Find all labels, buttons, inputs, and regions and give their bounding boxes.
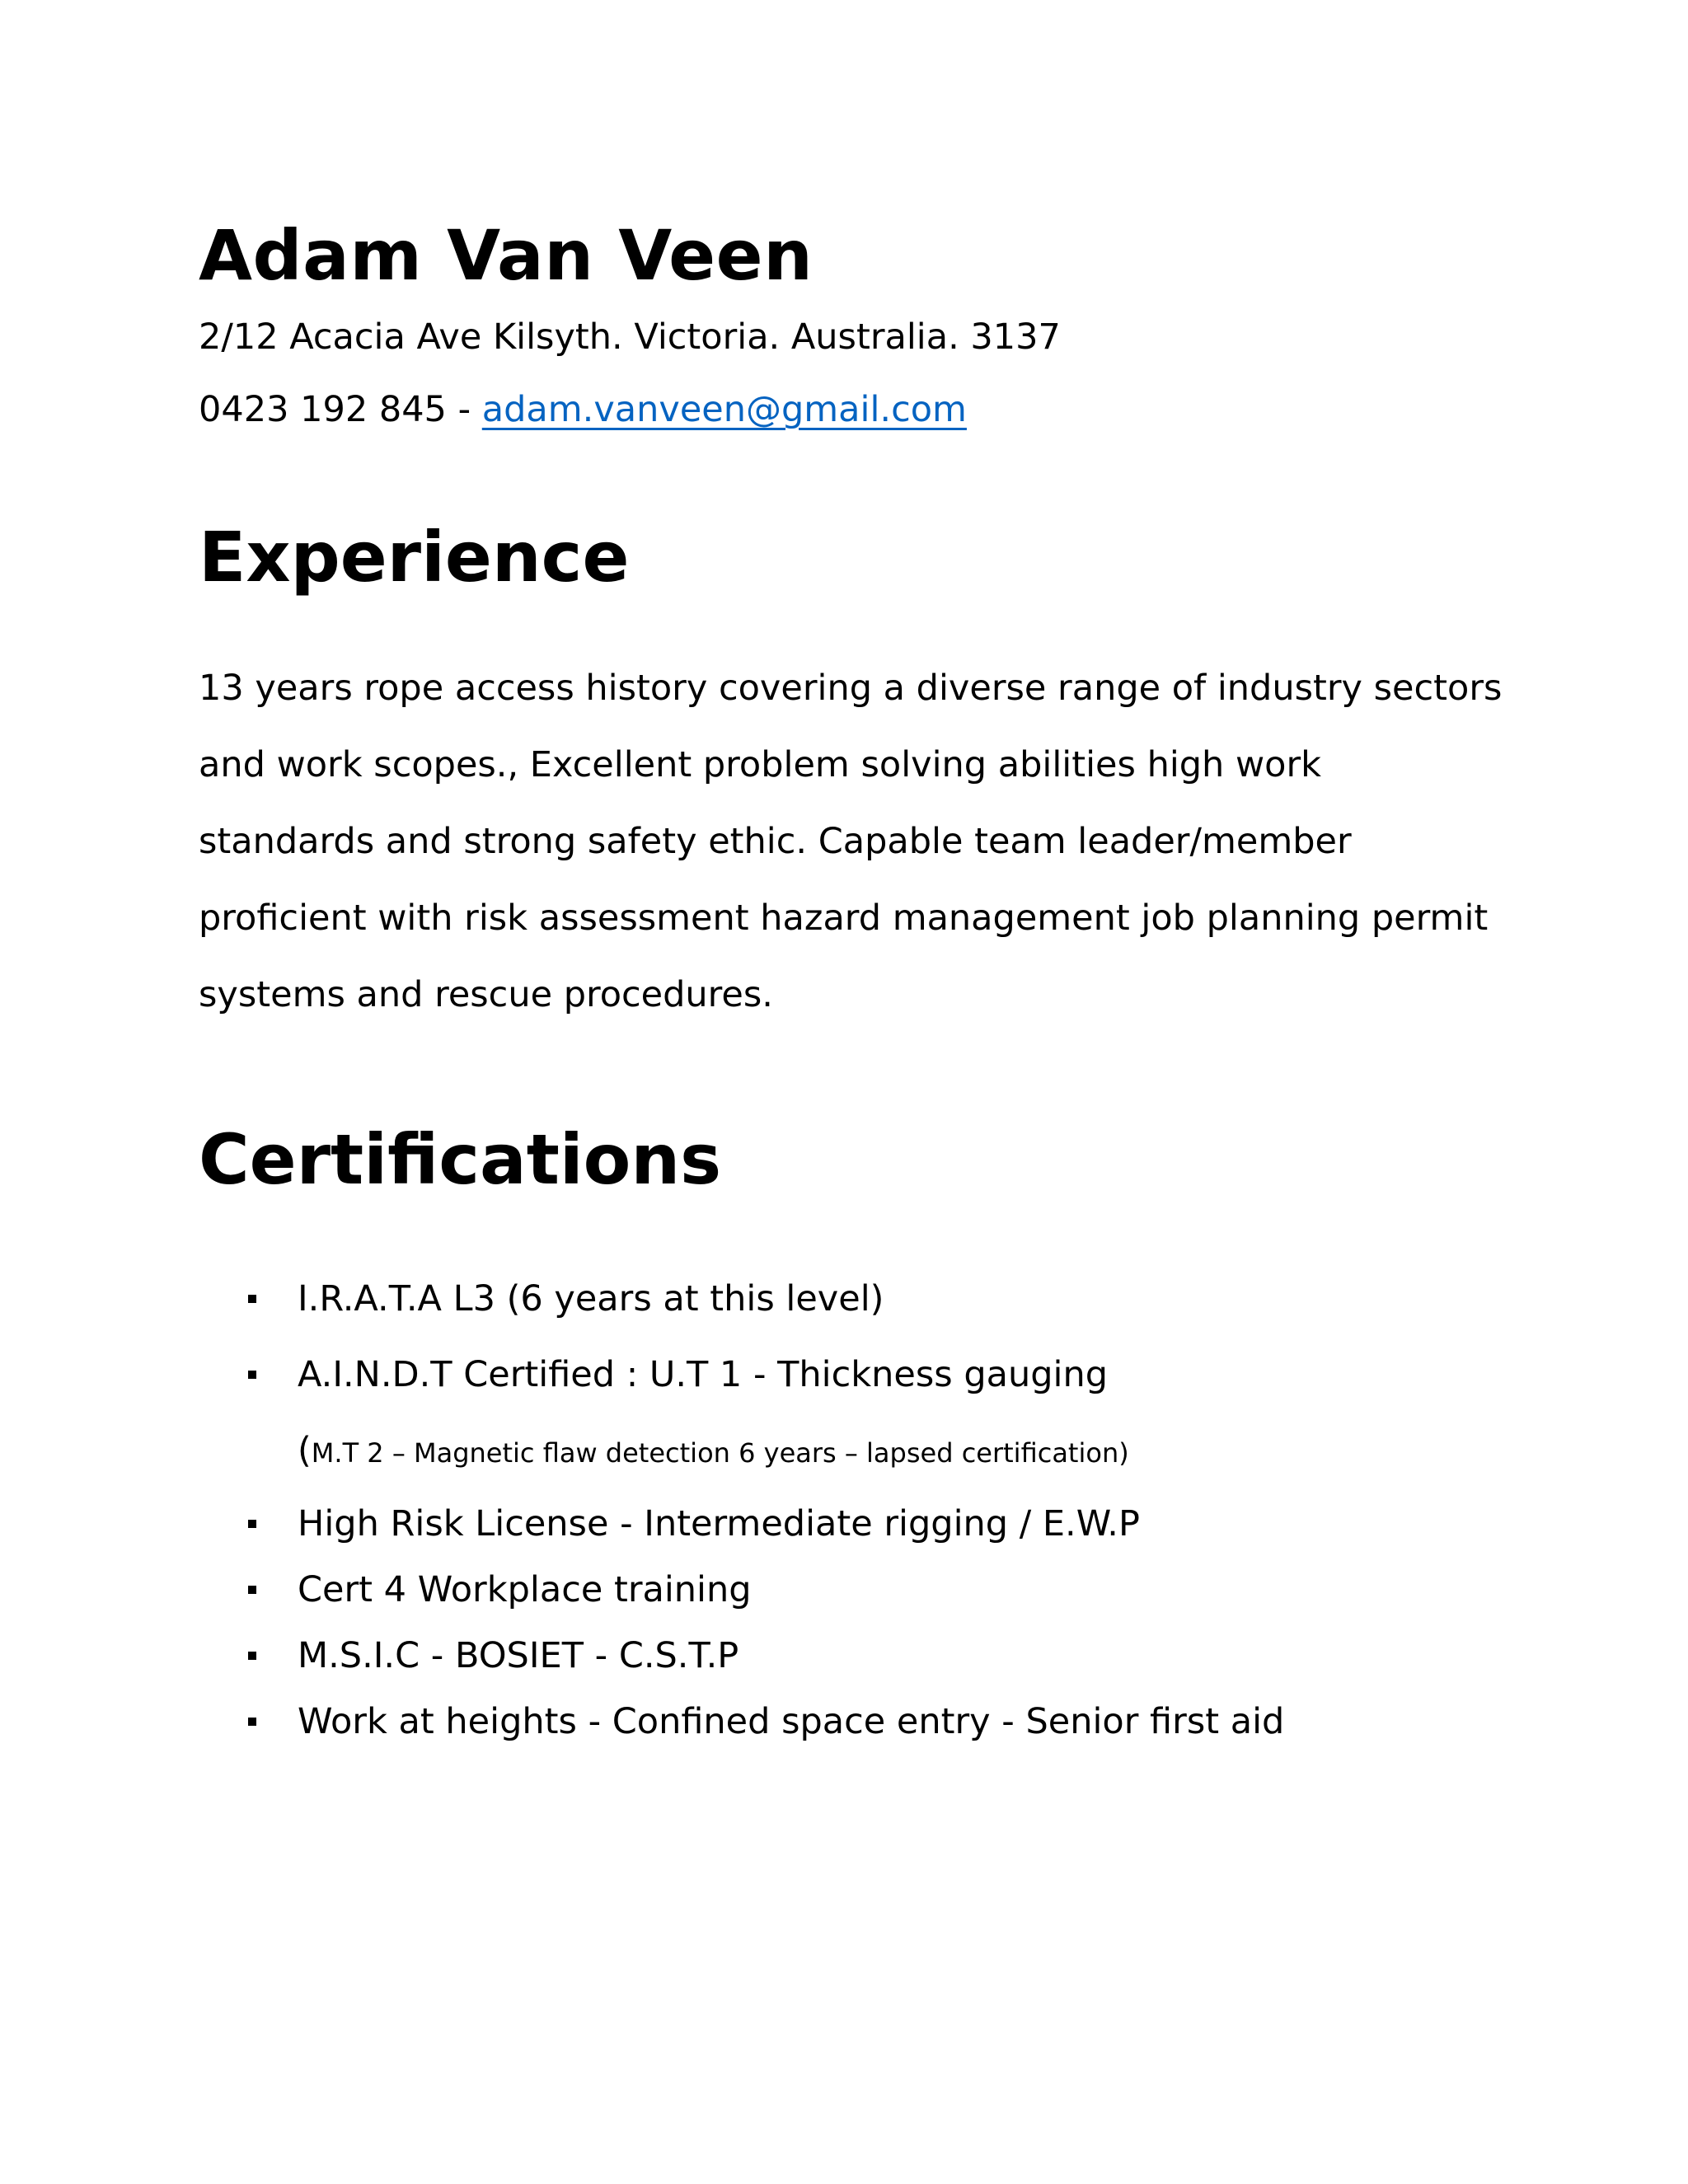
certification-text: High Risk License - Intermediate rigging / E.W.P: [298, 1503, 1140, 1544]
contact-separator: -: [446, 389, 482, 430]
square-bullet-icon: [248, 1295, 256, 1303]
email-link[interactable]: adam.vanveen@gmail.com: [481, 389, 967, 430]
list-item: [199, 1491, 1534, 1557]
certification-note: [199, 1413, 1534, 1491]
experience-line: and work scopes., Excellent problem solving abilities high work: [199, 744, 1322, 785]
certification-text: A.I.N.D.T Certified : U.T 1 - Thickness gauging: [298, 1354, 1109, 1395]
certifications-list: [199, 1261, 1534, 1755]
certification-text: Cert 4 Workplace training: [298, 1569, 752, 1610]
note-open-paren: (: [298, 1430, 312, 1471]
experience-line: proficient with risk assessment hazard management job planning permit: [199, 898, 1489, 939]
certification-text: M.S.I.C - BOSIET - C.S.T.P: [298, 1635, 739, 1676]
square-bullet-icon: [248, 1718, 256, 1726]
certifications-heading: Certifications: [199, 1119, 722, 1200]
resume-page: [199, 210, 1534, 1755]
experience-line: standards and strong safety ethic. Capable team leader/member: [199, 821, 1352, 862]
phone-number: 0423 192 845: [199, 389, 447, 430]
list-item: [199, 1689, 1534, 1755]
square-bullet-icon: [248, 1652, 256, 1660]
list-item: [199, 1623, 1534, 1689]
list-item: [199, 1337, 1534, 1413]
square-bullet-icon: [248, 1371, 256, 1379]
list-item: [199, 1557, 1534, 1623]
experience-line: 13 years rope access history covering a diverse range of industry sectors: [199, 668, 1503, 709]
note-text: M.T 2 – Magnetic flaw detection 6 years – lapsed certification): [311, 1437, 1129, 1469]
candidate-name: Adam Van Veen: [199, 215, 814, 296]
certification-text: I.R.A.T.A L3 (6 years at this level): [298, 1278, 884, 1319]
experience-line: systems and rescue procedures.: [199, 974, 773, 1015]
contact-line: [199, 373, 1534, 446]
square-bullet-icon: [248, 1586, 256, 1594]
address-line: 2/12 Acacia Ave Kilsyth. Victoria. Australia. 3137: [199, 316, 1061, 358]
square-bullet-icon: [248, 1520, 256, 1528]
certification-text: Work at heights - Confined space entry - Senior first aid: [298, 1701, 1285, 1742]
experience-heading: Experience: [199, 517, 630, 598]
list-item: [199, 1261, 1534, 1337]
experience-paragraph: [199, 650, 1550, 1033]
